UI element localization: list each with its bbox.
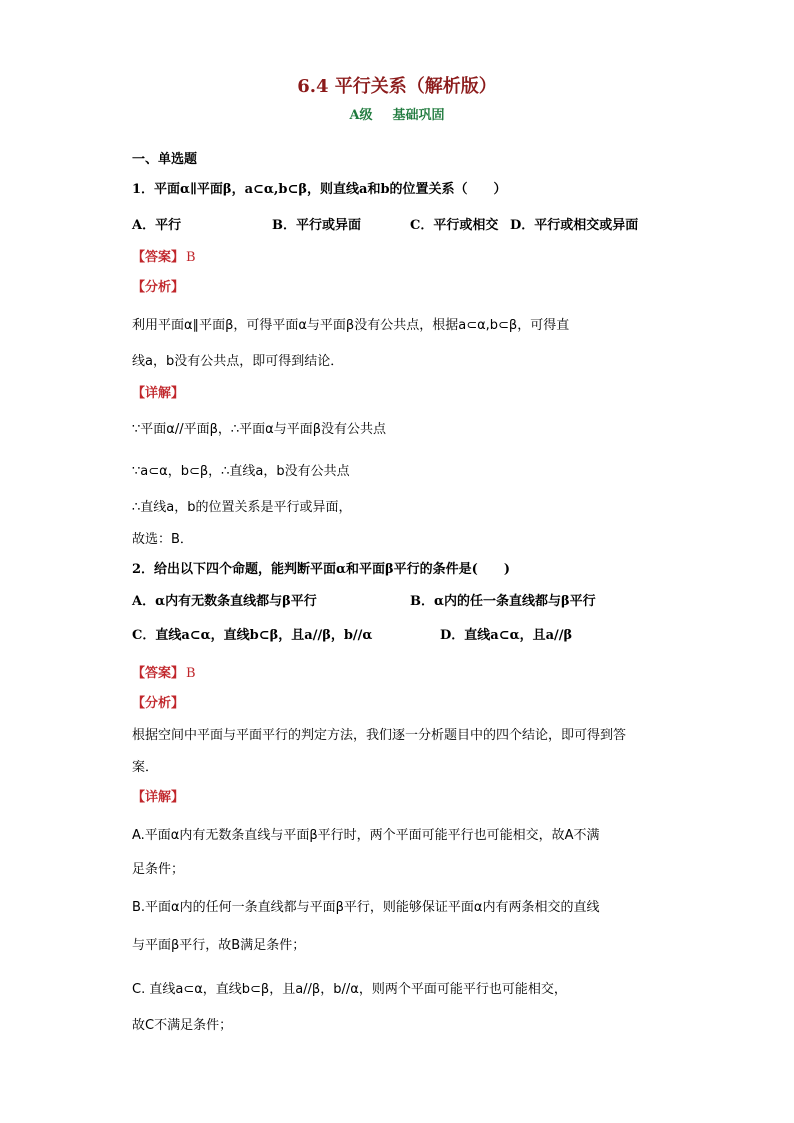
q2-option-c: C．直线a⊂α，直线b⊂β，且a//β，b//α xyxy=(132,628,373,643)
q1-option-a: A．平行 xyxy=(132,218,182,233)
answer-value: B xyxy=(186,250,196,265)
q1-detail-tag xyxy=(132,382,184,401)
topic-label: 基础巩固 xyxy=(392,108,445,123)
analysis-tag: 【分析】 xyxy=(132,696,185,711)
q1-analysis-tag xyxy=(132,276,184,295)
q1-detail-line-4: 故选：B． xyxy=(132,532,193,547)
q1-detail-line-2: ∵a⊂α，b⊂β，∴直线a，b没有公共点 xyxy=(132,464,350,479)
q2-option-b: B．α内的任一条直线都与β平行 xyxy=(410,594,596,609)
document-title: 6.4 平行关系（解析版） xyxy=(297,76,497,97)
q1-option-d: D．平行或相交或异面 xyxy=(510,218,639,233)
answer-value: B xyxy=(186,666,196,681)
q2-answer xyxy=(132,662,196,681)
q1-answer xyxy=(132,246,196,265)
q1-option-b: B．平行或异面 xyxy=(272,218,361,233)
q1-analysis-line-2: 线a，b没有公共点，即可得到结论． xyxy=(132,354,344,369)
q1-detail-line-1: ∵平面α//平面β，∴平面α与平面β没有公共点 xyxy=(132,422,387,437)
q2-analysis-line-2: 案． xyxy=(132,760,159,775)
q1-analysis-line-1: 利用平面α∥平面β，可得平面α与平面β没有公共点，根据a⊂α,b⊂β，可得直 xyxy=(132,318,570,333)
q2-analysis-tag xyxy=(132,692,184,711)
answer-tag: 【答案】 xyxy=(132,666,185,681)
section-heading: 一、单选题 xyxy=(132,152,198,167)
q2-detail-tag xyxy=(132,786,184,805)
q2-stem: 2．给出以下四个命题，能判断平面α和平面β平行的条件是( ) xyxy=(132,562,510,577)
q1-stem: 1．平面α∥平面β，a⊂α,b⊂β，则直线a和b的位置关系（ ） xyxy=(132,182,507,197)
detail-tag: 【详解】 xyxy=(132,386,185,401)
answer-tag: 【答案】 xyxy=(132,250,185,265)
q2-option-a: A．α内有无数条直线都与β平行 xyxy=(132,594,317,609)
q2-detail-line-1: A.平面α内有无数条直线与平面β平行时，两个平面可能平行也可能相交，故A不满 xyxy=(132,828,600,843)
q2-detail-line-6: 故C不满足条件； xyxy=(132,1018,233,1033)
q2-option-d: D．直线a⊂α，且a//β xyxy=(440,628,573,643)
q2-analysis-line-1: 根据空间中平面与平面平行的判定方法，我们逐一分析题目中的四个结论，即可得到答 xyxy=(132,728,627,743)
q2-detail-line-4: 与平面β平行，故B满足条件； xyxy=(132,938,306,953)
q2-detail-line-2: 足条件； xyxy=(132,862,185,877)
q1-option-c: C．平行或相交 xyxy=(410,218,499,233)
detail-tag: 【详解】 xyxy=(132,790,185,805)
q1-detail-line-3: ∴直线a，b的位置关系是平行或异面， xyxy=(132,500,352,515)
document-subtitle xyxy=(0,104,794,123)
q2-detail-line-5: C. 直线a⊂α，直线b⊂β，且a//β，b//α，则两个平面可能平行也可能相交， xyxy=(132,982,567,997)
level-label: A级 xyxy=(349,108,373,123)
analysis-tag: 【分析】 xyxy=(132,280,185,295)
q2-detail-line-3: B.平面α内的任何一条直线都与平面β平行，则能够保证平面α内有两条相交的直线 xyxy=(132,900,600,915)
